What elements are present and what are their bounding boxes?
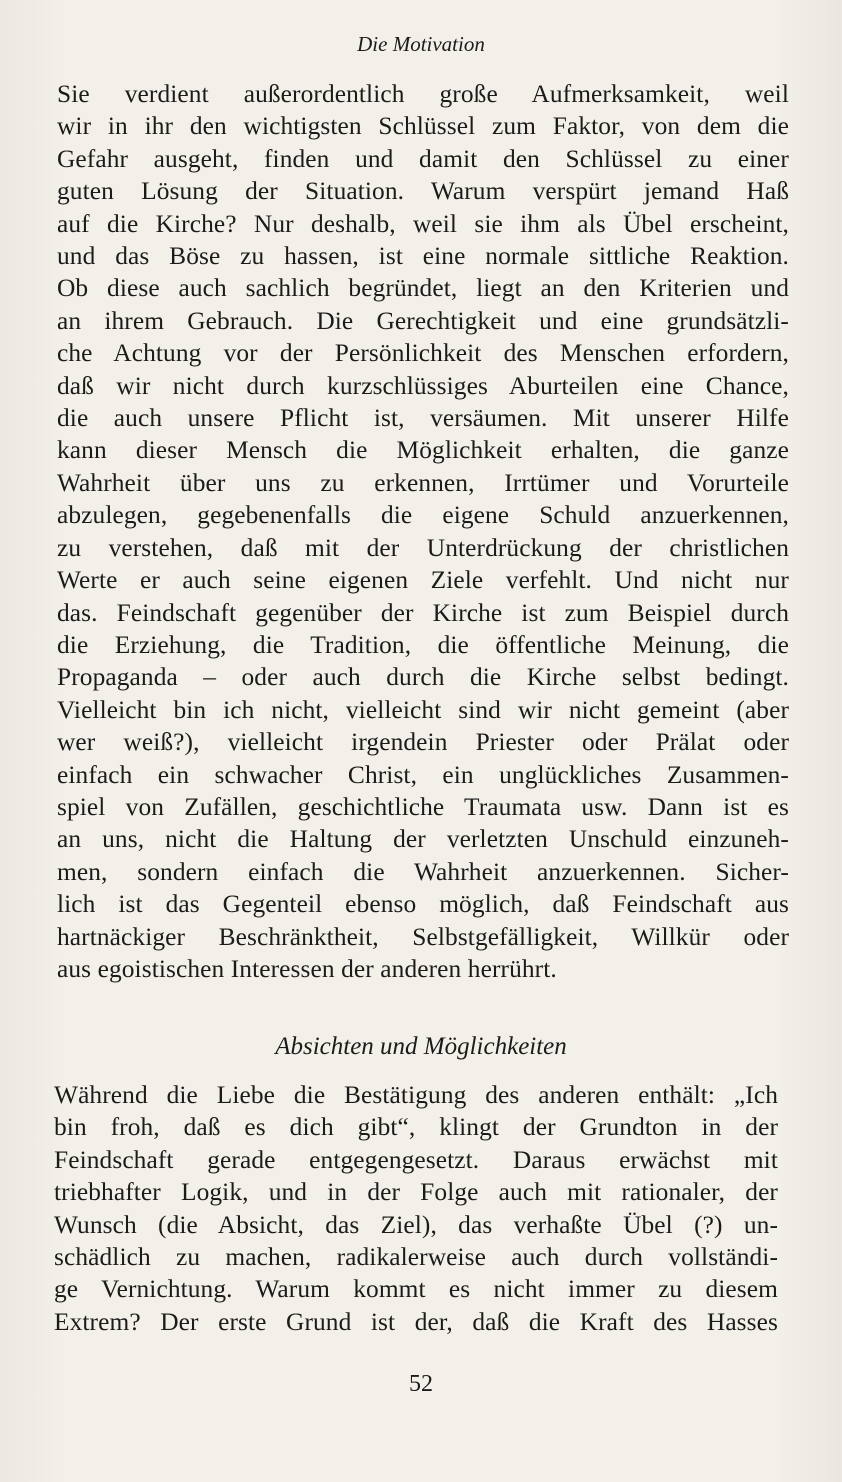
text-line: Gefahr ausgeht, finden und damit den Schlüssel zu einer (57, 144, 789, 173)
text-line: an uns, nicht die Haltung der verletzten Unschuld einzuneh- (57, 825, 789, 854)
text-line: das. Feindschaft gegenüber der Kirche ist zum Beispiel durch (57, 598, 789, 627)
text-line: Wunsch (die Absicht, das Ziel), das verhaßte Übel (?) un- (54, 1210, 778, 1239)
page-number: 52 (409, 1371, 433, 1397)
text-line: Extrem? Der erste Grund ist der, daß die Kraft des Hasses (54, 1307, 778, 1336)
text-line: Werte er auch seine eigenen Ziele verfehlt. Und nicht nur (57, 566, 789, 595)
section-heading: Absichten und Möglichkeiten (275, 1033, 567, 1060)
running-head: Die Motivation (357, 32, 485, 56)
text-line: auf die Kirche? Nur deshalb, weil sie ihm als Übel erscheint, (57, 209, 789, 238)
text-line: schädlich zu machen, radikalerweise auch durch vollständi- (54, 1243, 778, 1272)
text-line: wer weiß?), vielleicht irgendein Priester oder Prälat oder (57, 728, 789, 757)
text-line: triebhafter Logik, und in der Folge auch mit rationaler, der (54, 1178, 778, 1207)
paragraph-1 (57, 78, 789, 985)
text-line: Wahrheit über uns zu erkennen, Irrtümer und Vorurteile (57, 468, 789, 497)
text-line: Propaganda – oder auch durch die Kirche selbst bedingt. (57, 663, 789, 692)
text-line: abzulegen, gegebenenfalls die eigene Schuld anzuerkennen, (57, 501, 789, 530)
text-line: Ob diese auch sachlich begründet, liegt an den Kriterien und (57, 274, 789, 303)
text-line: hartnäckiger Beschränktheit, Selbstgefälligkeit, Willkür oder (57, 922, 789, 951)
text-line: die auch unsere Pflicht ist, versäumen. Mit unserer Hilfe (57, 404, 789, 433)
text-line: guten Lösung der Situation. Warum verspürt jemand Haß (57, 177, 789, 206)
text-line: zu verstehen, daß mit der Unterdrückung der christlichen (57, 533, 789, 562)
text-line: Feindschaft gerade entgegengesetzt. Daraus erwächst mit (54, 1145, 778, 1174)
paragraph-2 (54, 1079, 778, 1338)
text-line: spiel von Zufällen, geschichtliche Traumata usw. Dann ist es (57, 792, 789, 821)
text-line: wir in ihr den wichtigsten Schlüssel zum Faktor, von dem die (57, 112, 789, 141)
text-line: Vielleicht bin ich nicht, vielleicht sind wir nicht gemeint (aber (57, 695, 789, 724)
text-line: einfach ein schwacher Christ, ein unglückliches Zusammen- (57, 760, 789, 789)
text-line: kann dieser Mensch die Möglichkeit erhalten, die ganze (57, 436, 789, 465)
text-line: che Achtung vor der Persönlichkeit des Menschen erfordern, (57, 339, 789, 368)
text-line: bin froh, daß es dich gibt“, klingt der Grundton in der (54, 1113, 778, 1142)
text-line: Während die Liebe die Bestätigung des anderen enthält: „Ich (54, 1081, 778, 1109)
text-line: Sie verdient außerordentlich große Aufmerksamkeit, weil (57, 80, 789, 108)
text-line: daß wir nicht durch kurzschlüssiges Aburteilen eine Chance, (57, 371, 789, 400)
text-line: die Erziehung, die Tradition, die öffentliche Meinung, die (57, 630, 789, 659)
text-line: ge Vernichtung. Warum kommt es nicht immer zu diesem (54, 1275, 778, 1304)
text-line: men, sondern einfach die Wahrheit anzuerkennen. Sicher- (57, 857, 789, 886)
text-line: lich ist das Gegenteil ebenso möglich, daß Feindschaft aus (57, 890, 789, 919)
text-line: aus egoistischen Interessen der anderen herrührt. (57, 954, 557, 983)
text-line: an ihrem Gebrauch. Die Gerechtigkeit und eine grundsätzli- (57, 306, 789, 335)
text-line: und das Böse zu hassen, ist eine normale sittliche Reaktion. (57, 242, 789, 271)
